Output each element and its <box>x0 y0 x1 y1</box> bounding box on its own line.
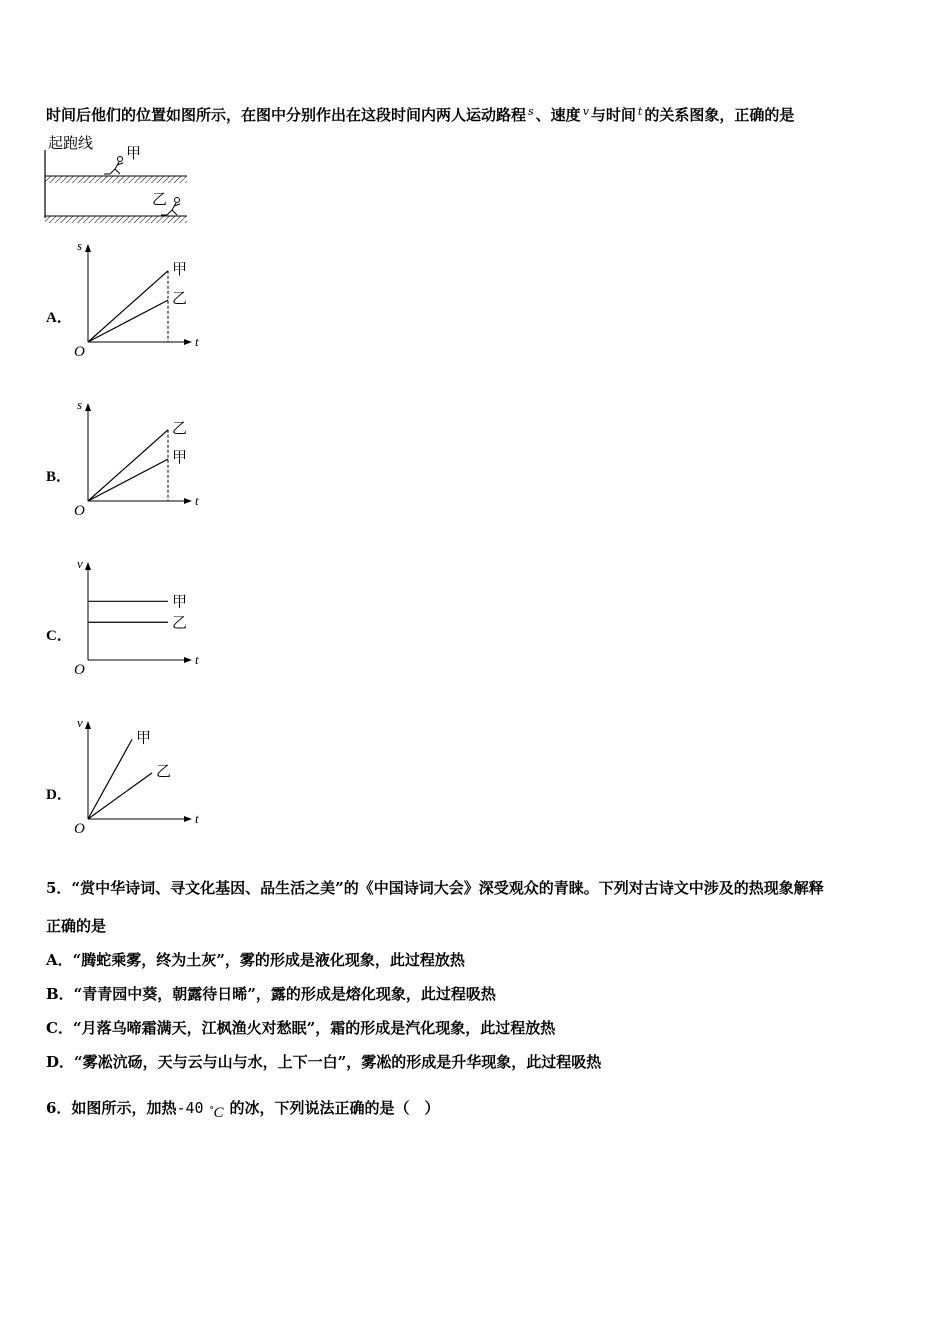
option-d-graph <box>66 717 200 842</box>
runner-b-label: 乙 <box>152 190 168 208</box>
q5-option-d[interactable]: D．“雾凇沆砀，天与云与山与水，上下一白”，雾凇的形成是升华现象，此过程吸热 <box>46 1053 602 1071</box>
series-line-first <box>88 739 132 819</box>
q5-option-b[interactable]: B．“青青园中葵，朝露待日晞”，露的形成是熔化现象，此过程吸热 <box>46 985 496 1003</box>
option-d-label[interactable]: D． <box>46 787 72 803</box>
runner-a-label: 甲 <box>126 144 142 162</box>
x-axis-arrow <box>184 498 192 504</box>
series-label: 甲 <box>136 728 152 747</box>
y-axis-label: s <box>77 399 83 412</box>
q5-option-a[interactable]: A．“腾蛇乘雾，终为土灰”，雾的形成是液化现象，此过程放热 <box>46 951 465 969</box>
origin-label: O <box>74 344 85 360</box>
option-b-graph <box>66 399 200 524</box>
origin-label: O <box>74 503 85 519</box>
q6-stem: 6．如图所示，加热-40 ° C 的冰，下列说法正确的是（ ） <box>46 1099 440 1121</box>
x-axis-arrow <box>184 816 192 822</box>
y-axis-label: v <box>77 558 83 571</box>
runner-a-icon <box>104 157 123 175</box>
y-axis-arrow <box>85 403 91 411</box>
series-label: 乙 <box>172 613 188 632</box>
q5-stem-line2: 正确的是 <box>46 917 107 935</box>
series-label: 甲 <box>172 592 188 611</box>
y-axis-arrow <box>85 562 91 570</box>
option-c-graph <box>66 558 200 683</box>
series-label: 甲 <box>172 448 188 467</box>
track-figure <box>40 130 200 226</box>
series-label: 乙 <box>156 761 172 780</box>
origin-label: O <box>74 821 85 837</box>
track-divider-bottom <box>45 216 187 223</box>
y-axis-label: v <box>77 717 83 730</box>
x-axis-label: t <box>195 652 199 667</box>
option-b-label[interactable]: B． <box>46 469 72 485</box>
var-v: v <box>582 105 589 118</box>
y-axis-arrow <box>85 721 91 729</box>
origin-label: O <box>74 662 85 678</box>
series-label: 乙 <box>172 289 188 308</box>
y-axis-arrow <box>85 244 91 252</box>
option-c-label[interactable]: C． <box>46 628 72 644</box>
start-line-label: 起跑线 <box>48 134 94 152</box>
track-divider-top <box>45 176 187 183</box>
option-a-graph <box>66 240 200 365</box>
series-line-second <box>88 773 152 819</box>
q5-stem-line1: 5．“赏中华诗词、寻文化基因、品生活之美”的《中国诗词大会》深受观众的青睐。下列对古诗文中涉及的热现象解释 <box>46 879 824 897</box>
q4-stem: 时间后他们的位置如图所示，在图中分别作出在这段时间内两人运动路程 $^s$ 、速度 $^v$ 与时间 $^t$ 的关系图象，正确的是 <box>46 105 795 124</box>
y-axis-label: s <box>77 240 83 253</box>
var-t: t <box>637 105 643 118</box>
q5-option-c[interactable]: C．“月落乌啼霜满天，江枫渔火对愁眠”，霜的形成是汽化现象，此过程放热 <box>46 1019 556 1037</box>
var-s: s <box>528 105 534 118</box>
x-axis-label: t <box>195 493 199 508</box>
option-a-label[interactable]: A． <box>46 310 72 326</box>
q6-temperature: -40 <box>176 1099 204 1117</box>
x-axis-label: t <box>195 334 199 349</box>
x-axis-label: t <box>195 811 199 826</box>
series-label: 乙 <box>172 418 188 437</box>
x-axis-arrow <box>184 339 192 345</box>
x-axis-arrow <box>184 657 192 663</box>
series-label: 甲 <box>172 259 188 278</box>
